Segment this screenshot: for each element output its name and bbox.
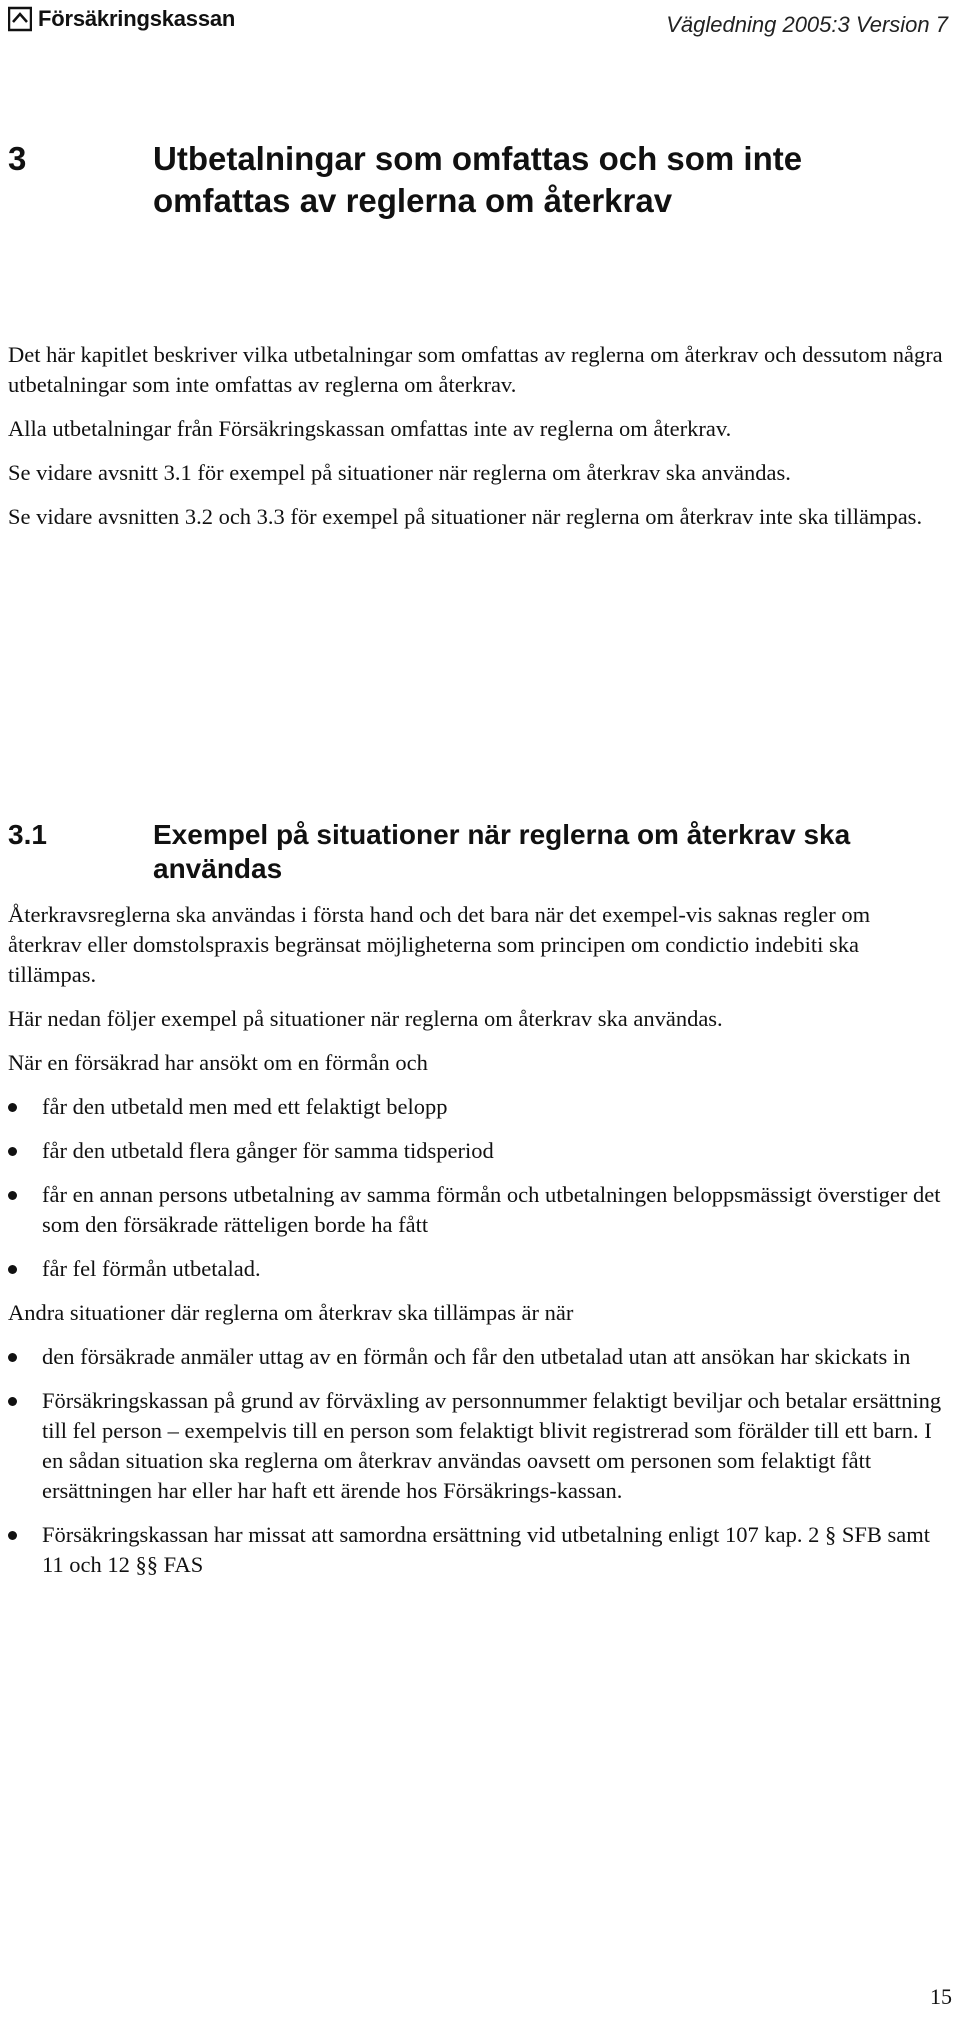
bullet-list	[8, 1092, 948, 1284]
section-heading	[8, 818, 948, 886]
list-item-text: får en annan persons utbetalning av samma förmån och utbetalningen beloppsmässigt överstiger det som den försäkrade rätteligen borde ha fått	[42, 1182, 941, 1237]
bullet-icon	[8, 1353, 17, 1362]
intro-paragraph: Det här kapitlet beskriver vilka utbetalningar som omfattas av reglerna om återkrav och dessutom några utbetalningar som inte omfattas av reglerna om återkrav.	[8, 342, 943, 397]
list-item	[8, 1180, 948, 1240]
section-body	[8, 900, 948, 1594]
intro-paragraph: Alla utbetalningar från Försäkringskassan omfattas inte av reglerna om återkrav.	[8, 416, 732, 441]
bullet-icon	[8, 1531, 17, 1540]
bullet-icon	[8, 1265, 17, 1274]
list-item-text: Försäkringskassan på grund av förväxling av personnummer felaktigt beviljar och betalar ersättning till fel person – exempelvis till en person som felaktigt blivit registrerad som förälder till ett barn. I en sådan situation ska reglerna om återkrav användas oavsett om personen som felaktigt fått ersättningen har eller har haft ett ärende hos Försäkrings-kassan.	[42, 1388, 942, 1503]
list-item-text: Försäkringskassan har missat att samordna ersättning vid utbetalning enligt 107 kap. 2 § SFB samt 11 och 12 §§ FAS	[42, 1522, 931, 1577]
header-logo	[8, 6, 235, 32]
bullet-list	[8, 1342, 948, 1580]
bullet-icon	[8, 1103, 17, 1112]
section-paragraph: Andra situationer där reglerna om återkrav ska tillämpas är när	[8, 1300, 574, 1325]
list-item	[8, 1520, 948, 1580]
section-paragraph: När en försäkrad har ansökt om en förmån och	[8, 1050, 428, 1075]
section-number: 3.1	[8, 819, 47, 850]
list-item	[8, 1136, 948, 1166]
section-title: Exempel på situationer när reglerna om återkrav ska användas	[153, 819, 851, 884]
section-paragraph: Här nedan följer exempel på situationer när reglerna om återkrav ska användas.	[8, 1006, 723, 1031]
list-item	[8, 1342, 948, 1372]
page-number: 15	[930, 1984, 952, 2009]
section-paragraph: Återkravsreglerna ska användas i första hand och det bara när det exempel-vis saknas regler om återkrav eller domstolspraxis begränsat möjligheterna som principen om condictio indebiti ska tillämpas.	[8, 902, 871, 987]
list-item-text: får den utbetald flera gånger för samma tidsperiod	[42, 1138, 494, 1163]
list-item	[8, 1386, 948, 1506]
list-item	[8, 1092, 948, 1122]
bullet-icon	[8, 1397, 17, 1406]
document-reference: Vägledning 2005:3 Version 7	[666, 12, 948, 37]
bullet-icon	[8, 1147, 17, 1156]
chapter-intro	[8, 340, 948, 546]
list-item-text: den försäkrade anmäler uttag av en förmån och får den utbetalad utan att ansökan har skickats in	[42, 1344, 911, 1369]
chapter-title: Utbetalningar som omfattas och som inte omfattas av reglerna om återkrav	[153, 140, 803, 219]
list-item	[8, 1254, 948, 1284]
chapter-heading	[8, 138, 948, 222]
intro-paragraph: Se vidare avsnitten 3.2 och 3.3 för exempel på situationer när reglerna om återkrav inte ska tillämpas.	[8, 504, 923, 529]
list-item-text: får den utbetald men med ett felaktigt belopp	[42, 1094, 448, 1119]
bullet-icon	[8, 1191, 17, 1200]
insurance-house-logo-icon	[8, 6, 32, 32]
list-item-text: får fel förmån utbetalad.	[42, 1256, 261, 1281]
intro-paragraph: Se vidare avsnitt 3.1 för exempel på situationer när reglerna om återkrav ska användas.	[8, 460, 791, 485]
logo-text: Försäkringskassan	[38, 6, 236, 31]
chapter-number: 3	[8, 140, 27, 177]
